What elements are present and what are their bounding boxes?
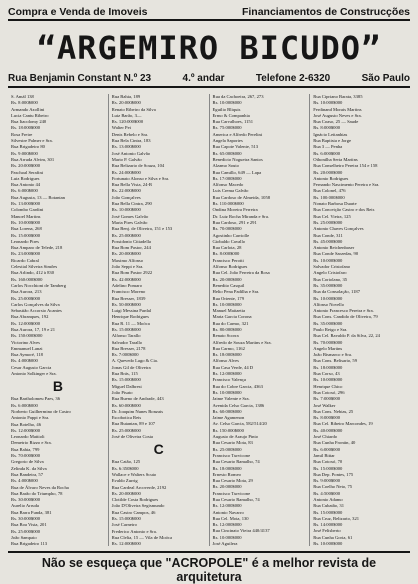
listing-entry: Rua Casa Verde, 44 D <box>212 364 254 370</box>
listing-entry: Rosa Freire <box>11 131 33 137</box>
listing-entry: Rua Cel. Vieira, 125 <box>313 213 351 219</box>
listing-column-2 <box>109 94 210 546</box>
listing-entry: Luiz Barão, 3— <box>111 112 142 118</box>
listing-entry: Alfonso Rodrigues <box>212 264 248 270</box>
listing-entry: Rua Brigadeiro 80 <box>11 144 45 150</box>
listing-entry: Rua Bahia, 189 <box>111 94 141 99</box>
listing-entry: Possidonio Cittadella <box>111 238 151 244</box>
listing-entry: Sebastião Accorsio Acantes <box>11 308 62 314</box>
listing-entry: Rs. 15:000$000 <box>111 377 141 383</box>
listing-entry: Rua Barra Funda, 381 <box>11 509 52 515</box>
listing-entry: Rua Cons. Nebias, 25 <box>313 408 354 414</box>
listing-entry: Aurelio Arruda <box>11 503 39 509</box>
listing-entry: Francisco Perotti <box>212 257 244 263</box>
listing-entry: Antonio Reichenbaser <box>313 245 355 251</box>
listing-entry: Colombo Gardini <box>11 207 44 213</box>
listing-entry: Rs. 18:000$000 <box>212 465 242 471</box>
listing-entry: Rua Cesario Mota, 83 <box>212 440 253 446</box>
listing-entry: Rs. 12:000$000 <box>11 427 41 433</box>
listing-entry: José Augusto Neves e Sra. <box>313 112 362 118</box>
listing-entry: Rua Capote Valente, 513 <box>212 144 259 150</box>
listing-entry: Rua Butantan, 89 e 107 <box>111 421 156 427</box>
listing-entry: Rs. 20:000$000 <box>111 490 141 496</box>
listing-entry: Ondina Moreira Ferreira <box>212 207 258 213</box>
listing-entry: Rs. 10:000$000 <box>212 301 242 307</box>
listing-entry: Rua Conde, 311 <box>313 232 343 238</box>
listing-entry: Rs. 12:000$000 <box>11 320 41 326</box>
listing-entry: Antonio Pappi e Sra. <box>11 415 50 421</box>
listing-entry: Rs. 6:000$000 <box>313 150 341 156</box>
listing-entry: Manuel Maitaetia <box>212 308 246 314</box>
listing-entry: Rs. 13:000$000 <box>111 144 141 150</box>
listing-entry: Rs. 6:000$000 <box>313 446 341 452</box>
listing-entry: Luis Crema Galvão <box>212 188 249 194</box>
listing-entry: Francisco Turvicone <box>212 452 251 458</box>
listing-entry: Rua Augusta, 13 — Botantan <box>11 194 65 200</box>
listing-entry: Dr. Joaquim Nunes Bonzais <box>111 408 164 414</box>
listing-entry: Rua Brás, 115 <box>111 371 138 377</box>
listing-entry: Rs. 18:000$000 <box>212 352 242 358</box>
listing-entry: Rua Coriolano, 35 <box>313 276 348 282</box>
listing-entry: José Antonio Galvão <box>111 150 151 156</box>
listing-entry: Rua Cons. Candido de Oliveira, 79 <box>313 314 378 320</box>
listing-entry: Antonio Solkinger e Sra. <box>11 371 57 377</box>
listing-entry: Manoel Martins <box>11 213 41 219</box>
listing-entry: Ermo & Companhia <box>212 112 250 118</box>
listing-entry: Rs. 10:000$000 <box>111 207 141 213</box>
listing-entry: Ricardo Cabral <box>11 257 39 263</box>
listing-entry: Rs. 150:000$000 <box>212 427 244 433</box>
listing-entry: Rs. 45:000$000 <box>313 238 343 244</box>
listing-entry: Rs. 12:000$000 <box>212 503 242 509</box>
listing-entry: Rs. 6:000$000 <box>11 402 38 408</box>
listing-entry: Rua Clelia, 15 — Vila de Moóca <box>111 534 172 540</box>
listing-entry: Fortunato Alonso e Silva e Sra. <box>111 175 170 181</box>
listing-entry: Rua Benj. de Oliveira, 151 e 153 <box>111 226 173 232</box>
listing-entry: Rua Itacolomy 240 <box>11 119 47 125</box>
listing-entry: Maria Garcia Corona <box>212 314 252 320</box>
listing-entry: Francisco Moreno <box>111 289 146 295</box>
section-letter: C <box>153 441 164 458</box>
top-header-bar <box>8 6 410 21</box>
listing-entry: Rua Boa Vista, 201 <box>11 522 47 528</box>
listing-entry: Angela Saportes <box>212 138 243 144</box>
listing-entry: Norberto Guilhermino de Castro <box>11 408 71 414</box>
listing-entry: Henrique Chico <box>313 383 343 389</box>
listing-entry: Walter Pei <box>111 125 131 131</box>
listing-entry: Rs. 110:000$000 <box>212 201 244 207</box>
listing-entry: Rua Antonio 44 <box>11 182 41 188</box>
listing-entry: Rs. 18:000$000 <box>313 364 343 370</box>
listing-entry: A. Quevedo Lago & Cia. <box>111 358 158 364</box>
listing-entry: João Bismarco e Sra. <box>313 352 353 358</box>
listing-entry: Eguilio Bliquis <box>212 106 241 112</box>
listing-entry: Rs. 15:000$000 <box>11 232 41 238</box>
listing-entry: Rua Coaso, 25 — Saude <box>313 119 359 125</box>
listing-entry: Rua Bandeira, 57 <box>11 471 44 477</box>
listing-entry: Rua 3 — Penha <box>313 144 343 150</box>
listing-columns <box>8 94 410 546</box>
listing-entry: Rua Cons. Belisario, 59 <box>313 358 358 364</box>
listing-entry: America e Alfredo Perelini <box>212 131 263 137</box>
listing-entry: Rs. 160:000$000 <box>11 276 43 282</box>
listing-entry: Rs. 15:000$000 <box>313 509 343 515</box>
listing-entry: Jaime Valente e Sra. <box>212 396 250 402</box>
listing-entry: Rs. 10:000$000 <box>313 541 343 546</box>
header-left-text: Compra e Venda de Imoveis <box>8 6 148 18</box>
listing-entry: Rs. 10:000$000 <box>313 100 343 106</box>
listing-entry: João Seppi e Sra. <box>111 264 144 270</box>
listing-entry: Salvador Tarallo <box>111 339 143 345</box>
listing-entry: Silvestre Palmer e Sra. <box>11 138 53 144</box>
listing-entry: Rua Cel. Mota, 130 <box>212 515 249 521</box>
listing-entry: Angelo Cristofaro <box>313 270 347 276</box>
listing-entry: Rs. 150:000$000 <box>11 333 43 339</box>
listing-entry: Angelo Martins <box>313 345 343 351</box>
listing-entry: Rua Conde Sarzedas, 90 <box>313 251 359 257</box>
listing-entry: Rs. 25:000$000 <box>111 232 141 238</box>
listing-entry: Rua Bella Vista, 24-B <box>111 182 152 188</box>
listing-entry: Rs. 30:000$000 <box>11 497 41 503</box>
listing-entry: Rua Carvalhoes, 1151 <box>212 119 254 125</box>
listing-entry: Rs. 70:000$000 <box>313 339 343 345</box>
listing-entry: Rs. 70:000$000 <box>11 453 41 459</box>
listing-entry: João D'Oliveira Segismundo <box>111 503 165 509</box>
listing-entry: Rs. 6:350$000 <box>111 465 139 471</box>
listing-entry: Rua da Cachoeira, 267, 273 <box>212 94 264 99</box>
listing-entry: Rua Bela Cintra, 183 <box>111 138 151 144</box>
listing-entry: Rs. 6:000$000 <box>11 188 38 194</box>
listing-entry: Ferdinand Morais Martins <box>313 106 362 112</box>
listing-entry: Rs. 13:000$000 <box>11 201 41 207</box>
listing-entry: Antonio Adamo <box>313 497 343 502</box>
listing-entry: Rs. 10:000$000 <box>212 534 242 540</box>
listing-entry: Rua Bella Cintra, 290 <box>111 201 152 207</box>
listing-entry: Rua Corso, 43 <box>313 371 340 377</box>
listing-entry: João Pisato <box>111 389 133 395</box>
listing-entry: Rs. 14:000$000 <box>313 522 343 528</box>
listing-entry: Rs. 20:000$000 <box>212 276 242 282</box>
listing-entry: Emmanuel Lanzi <box>11 345 43 351</box>
listing-entry: Rua Cardoso de Almeida, 1058 <box>212 194 271 200</box>
listing-entry: Rua Colonel, 476 <box>313 188 346 194</box>
listing-entry: Rs. 35:000$000 <box>313 320 343 326</box>
listing-entry: Alfredo de Souza Martins e Sra. <box>212 339 272 345</box>
listing-entry: Benedito Casquil <box>212 282 245 288</box>
listing-entry: Alfonso Macedo <box>212 182 244 188</box>
listing-entry: Zelinda K. da Silva <box>11 465 47 471</box>
listing-entry: Alfonso Novello <box>313 301 344 307</box>
listing-entry: Rs. 8:000$000 <box>11 100 38 106</box>
listing-entry: Rs. 10:000$000 <box>313 257 343 263</box>
listing-entry: Rua Cincinato Vieira 440/4137 <box>212 528 270 534</box>
listing-entry: Rua Cesario Ramalho, 74 <box>212 497 260 502</box>
listing-entry: José Gomes Galvão <box>111 213 149 219</box>
listing-entry: Nonato Barbosa Duarte <box>313 201 357 207</box>
listing-entry: Agostinho Carriolle <box>212 232 250 238</box>
listing-entry: Antonio Rodrigues <box>313 175 349 181</box>
listing-entry: João Gonçalves <box>111 194 141 200</box>
listing-entry: Paulo Reigo e Sra. <box>313 326 348 332</box>
listing-entry: Rs. 4:500$000 <box>313 490 341 496</box>
listing-column-3 <box>210 94 311 546</box>
listing-entry: Rua Cesario Ramalho, 74 <box>212 459 260 465</box>
listing-entry: Miguel Dalbrest <box>111 383 142 389</box>
listing-entry: Rua Barão do Triumpho, 78 <box>11 490 63 496</box>
listing-entry: Rua Bom Pastor 2922 <box>111 270 153 276</box>
listing-entry: Renato Scorra <box>212 333 239 339</box>
listing-entry: Dr. Luiz Rocha Miranda e Sra. <box>212 213 270 219</box>
listing-entry: Antonio Navarro <box>212 509 244 515</box>
listing-entry: Rs. 120:000$000 <box>111 119 144 125</box>
listing-entry: Francisco Turvicone <box>212 490 251 496</box>
listing-entry: Henrique Rodrigues <box>111 314 149 320</box>
listing-column-1 <box>8 94 109 546</box>
listing-entry: Salvador Cristofano <box>313 264 351 270</box>
listing-entry: Rua Dep. Pontes, 175 <box>313 471 354 477</box>
listing-entry: Rua Cesario Mota, 29 <box>212 478 253 484</box>
listing-entry: Rs. 30:000$000 <box>11 516 41 521</box>
listing-entry: Maximo Alfonso <box>111 257 144 263</box>
listing-entry: Rua Aymoré, 118 <box>11 352 43 358</box>
listing-entry: Rs. 22:000$000 <box>111 188 141 194</box>
listing-entry: Rs. 20:000$000 <box>212 484 242 490</box>
listing-entry: Rua Belizario de Souza, 104 <box>111 163 165 169</box>
listing-entry: Clotilde Costa Rodrigues <box>111 497 159 503</box>
listing-entry: Rs. 20:000$000 <box>313 169 343 175</box>
listing-entry: Rua Coelho Neto, 75 <box>313 484 353 490</box>
header-right-text: Financiamentos de Construcções <box>241 6 410 18</box>
listing-entry: Alfonso Alves <box>212 358 239 364</box>
listing-entry: Antonio Francesco Pereira e Sra. <box>313 308 374 314</box>
listing-entry: Othonilha Seria Martins <box>313 156 358 162</box>
listing-entry: Rs. 60:000$000 <box>212 408 242 414</box>
listing-entry: José Felisberto <box>313 528 341 534</box>
listing-entry: Rs. 25:000$000 <box>313 219 343 225</box>
listing-entry: Rua Cardoso, 291 e 291 <box>212 219 257 225</box>
listing-entry: Giobaldo Cavallo <box>212 238 246 244</box>
listing-entry: Evaldo Zurrig <box>111 478 138 484</box>
listing-entry: Rua Cunha Frontin, 40 <box>313 440 356 446</box>
address-phone: Telefone 2-6320 <box>255 73 331 84</box>
listing-entry: Avenida Celso Garcia, 1386 <box>212 402 265 408</box>
listing-entry: Alzamo Souto <box>212 163 239 169</box>
listing-entry: Escobotica Reis <box>111 415 142 421</box>
listing-entry: Rs. 4:000$000 <box>11 478 38 484</box>
listing-entry: Celestial Silveira Simões <box>11 264 58 270</box>
listing-entry: Rua do Carmo, 321 <box>212 320 249 326</box>
address-city: São Paulo <box>361 73 410 84</box>
listing-entry: Rua Baptista e Jorge <box>313 138 352 144</box>
listing-entry: Lucia Cantu Ribeiro <box>11 112 49 118</box>
listing-entry: José Chiardo <box>313 434 338 440</box>
listing-entry: Rs. 25:000$000 <box>111 427 141 433</box>
listing-entry: Rua Bahia, 799 <box>11 446 40 452</box>
listing-entry: Rs. 4:000$000 <box>11 358 38 364</box>
listing-entry: Rs. 17:000$000 <box>212 175 242 181</box>
listing-entry: Leonardo Pires <box>11 238 39 244</box>
address-street: Rua Benjamin Constant N.º 23 <box>8 73 152 84</box>
listing-entry: José Walker <box>313 402 336 408</box>
listing-entry: Cesar Augusto Garcia <box>11 364 52 370</box>
listing-entry: Rs. 25:000$000 <box>11 295 41 301</box>
listing-entry: Rua Cel. João Ferreira da Rosa <box>212 270 270 276</box>
listing-entry: Rua Brigadeiro 113 <box>11 541 48 546</box>
listing-entry: Armando Azollini <box>11 106 45 112</box>
page-title: “ARGEMIRO BICUDO” <box>36 29 382 67</box>
address-bar <box>8 73 410 88</box>
listing-entry: Denis Rebelo e Sra. <box>111 131 149 137</box>
listing-entry: Francisco Valença <box>212 377 246 383</box>
listing-entry: Rua Castro Campos, 46 <box>111 509 156 515</box>
section-letter: B <box>52 378 63 395</box>
listing-entry: José Carneiro <box>111 522 137 528</box>
listing-entry: Rs. 15:000$000 <box>313 465 343 471</box>
listing-entry: Rs. 10:000$000 <box>313 295 343 301</box>
listing-entry: Rs. 12:000$000 <box>111 541 141 546</box>
listing-entry: Rua Carmo, 1162 <box>212 345 245 351</box>
listing-entry: Alfonso Tarallo <box>111 333 141 339</box>
listing-entry: Rua do Cobre Garcia, 4363 <box>212 383 263 389</box>
listing-entry: Rs. 40:000$000 <box>313 427 343 433</box>
listing-entry: Rua de Álvaro Neves da Rocha <box>11 484 69 490</box>
listing-entry: João Sampaio <box>11 534 37 540</box>
listing-entry: Rua Abranques, 192 <box>11 314 49 320</box>
listing-entry: Wallace e Walters Scuto <box>111 471 157 477</box>
listing-entry: Rua Oriente, 179 <box>212 295 245 301</box>
listing-entry: Rs. 100:000$000 <box>313 194 345 200</box>
listing-entry: Rua Cunha Goria, 61 <box>313 534 353 540</box>
listing-entry: Rs. 35:000$000 <box>313 282 343 288</box>
listing-entry: Rs. 70:000$000 <box>212 226 242 232</box>
listing-entry: Renato Ribeiro da Silva <box>111 106 156 112</box>
listing-entry: Rs. 25:000$000 <box>11 528 41 534</box>
listing-entry: Rua R. 11 — Moóca <box>111 320 150 326</box>
listing-entry: Rua Cel. Ravaldo P. da Silva, 22, 24 <box>313 333 380 339</box>
listing-entry: Rs. 18:000$000 <box>11 125 41 131</box>
listing-entry: Rs. 10:000$000 <box>212 389 242 395</box>
listing-entry: Carlos Nocchioni de Tamberg <box>11 282 67 288</box>
listing-entry: Rs. 65:000$000 <box>212 150 242 156</box>
listing-entry: Jaime Agamenon <box>212 415 245 421</box>
listing-entry: Rs. 20:000$000 <box>111 251 141 257</box>
listing-entry: Rs. 60:000$000 <box>111 402 141 408</box>
listing-entry: Maria Pires Galvão <box>111 219 148 225</box>
listing-entry: Paschoal Serafini <box>11 169 44 175</box>
listing-entry: Rua Cipriano Barata, 3385 <box>313 94 363 99</box>
listing-entry: Leonardo Mattioli <box>11 434 45 440</box>
listing-entry: Adelino Pomaro <box>111 282 142 288</box>
listing-entry: José de Oliveira Costa <box>111 434 153 440</box>
listing-entry: Rs. 10:000$000 <box>212 100 242 106</box>
listing-entry: Rua Bresser, 2178 <box>111 345 146 351</box>
listing-entry: Rs. 9:000$000 <box>11 150 38 156</box>
listing-entry: Ignácio Leitanhias <box>313 131 348 137</box>
listing-entry: Rs. 8:000$000 <box>313 415 341 421</box>
listing-column-4 <box>310 94 410 546</box>
listing-entry: Rua Aurora, 213 <box>11 289 42 295</box>
listing-entry: Rs. 8:000$000 <box>313 125 341 131</box>
listing-entry: Rua Carlota, 28 <box>212 245 242 251</box>
listing-entry: Victorino Alves <box>11 339 40 345</box>
listing-entry: Rua Cel. Ribeiro Marcondes, 19 <box>313 421 373 427</box>
listing-entry: Rs. 42:000$000 <box>111 276 141 282</box>
listing-entry: Rua Camillo, 649 — Lapa <box>212 169 262 175</box>
listing-entry: Rua da Consolação, 1187 <box>313 289 361 295</box>
listing-entry: Rs. 10:000$000 <box>11 219 41 225</box>
listing-entry: Luiz Rodrigues <box>11 175 40 181</box>
listing-entry: Luigi Messina Pardal <box>111 308 152 314</box>
listing-entry: Rs. 8:000$000 <box>212 251 240 257</box>
listing-entry: Rs. 15:000$000 <box>111 516 141 521</box>
listing-entry: Jamil Bittar <box>313 452 335 458</box>
listing-entry: Antonio Chaves Gonçalves <box>313 226 364 232</box>
listing-entry: Ernesto Romeo <box>212 471 241 477</box>
listing-entry: Rs. 23:000$000 <box>11 251 41 257</box>
listing-entry: Frederico Antonio e Sra. <box>111 528 157 534</box>
listing-entry: Rua Botelho, 46 <box>11 421 41 427</box>
listing-entry: Rs. 9:000$000 <box>313 478 341 484</box>
listing-entry: Rs. 12:000$000 <box>212 371 242 377</box>
listing-entry: Rs. 7:000$000 <box>111 352 139 358</box>
listing-entry: Av. Celso Garcia, 582/514/20 <box>212 421 267 427</box>
listing-entry: Mario P. Galvão <box>111 156 142 162</box>
listing-entry: Rua Conceição Castro e dos Reis <box>313 207 375 213</box>
listing-entry: Rs. 7:000$000 <box>313 396 341 402</box>
address-floor: 4.º andar <box>182 73 225 84</box>
listing-entry: Augusto de Araujo Pinto <box>212 434 259 440</box>
listing-entry: Rua Cruz, Belizario, 321 <box>313 515 360 521</box>
listing-entry: Carlos Gonçalves da Silva <box>11 301 60 307</box>
listing-entry: Rua Bartholomeu Paes, 36 <box>11 396 60 402</box>
listing-entry: Fernando Nascimento Pereira e Sra. <box>313 182 380 188</box>
listing-entry: Rua Aurora, 17, 19 e 21 <box>11 326 56 332</box>
listing-entry: Rua Cubatão, 31 <box>313 503 344 509</box>
listing-entry: Rua Amparo de Telede, 218 <box>11 245 63 251</box>
listing-entry: Rs. 15:000$000 <box>111 326 141 332</box>
listing-entry: Jonas Gil de Oliveira <box>111 364 151 370</box>
listing-entry: Rua Bresser, 1839 <box>111 295 146 301</box>
listing-entry: Rua Catão, 125 <box>111 459 141 465</box>
listing-entry: S. Amál 138 <box>11 94 34 99</box>
listing-entry: Gregorio de Silva <box>11 459 44 465</box>
listing-entry: Rua Conselheiro Pereira 154 e 158 <box>313 163 378 169</box>
footer-slogan: Não se esqueça que "ACROPOLE" é a melhor revista de arquitetura <box>8 551 410 584</box>
listing-entry: Rs. 10:000$000 <box>313 377 343 383</box>
listing-entry: Rs. 24:000$000 <box>111 169 141 175</box>
listing-entry: Rs. 80:000$000 <box>212 326 242 332</box>
listing-entry: Demetrio Rizzo e Sra. <box>11 440 52 446</box>
listing-entry: Rs. 12:000$000 <box>212 522 242 528</box>
listing-entry: Rua Bom Pastor, 244 <box>111 245 151 251</box>
listing-entry: Rua Bueno de Andrade, 443 <box>111 396 164 402</box>
listing-entry: Rs. 25:000$000 <box>212 446 242 452</box>
listing-entry: Rua Arruda Alvim, 301 <box>11 156 55 162</box>
listing-entry: Rua Arlindo, 412 à 830 <box>11 270 54 276</box>
listing-entry: Rua Cotoxó, 296 <box>313 389 345 395</box>
listing-entry: Rs. 50:000$000 <box>111 301 141 307</box>
listing-entry: Rs. 20:000$000 <box>11 163 41 169</box>
listing-entry: Rua Cotoxó, 70 <box>313 459 343 465</box>
listing-entry: José Aguilera <box>212 541 238 546</box>
listing-entry: Rs. 20:000$000 <box>111 100 141 106</box>
listing-entry: Helio Pena Padilha e Sra. <box>212 289 260 295</box>
listing-entry: Rs. 75:000$000 <box>212 125 242 131</box>
listing-entry: Rua Lorena, 268 <box>11 226 42 232</box>
listing-entry: Rua Cardeal Arcoverde, 2192 <box>111 484 167 490</box>
listing-entry: Benedicto Nogueira Santos <box>212 156 263 162</box>
